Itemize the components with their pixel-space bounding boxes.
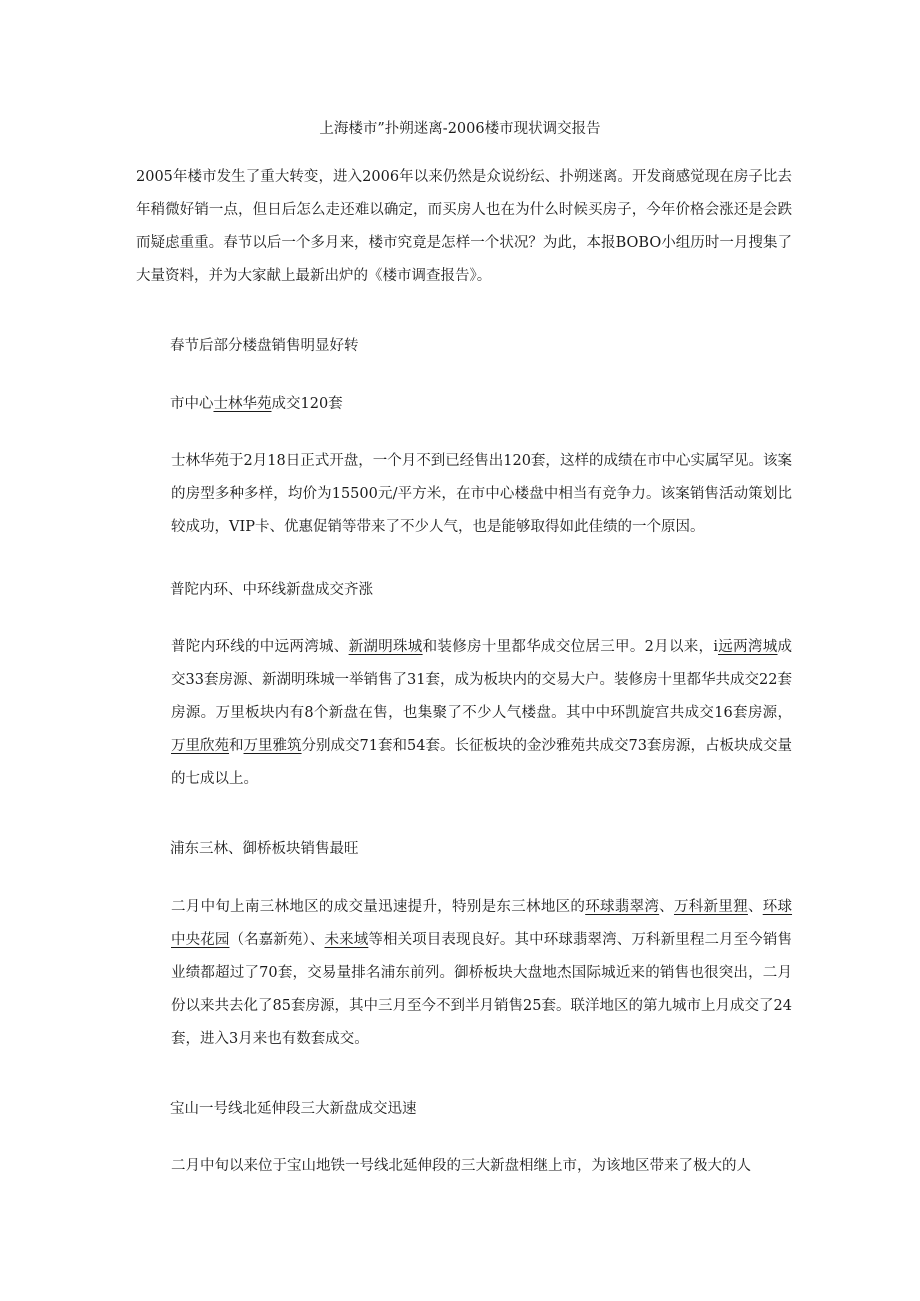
document-title: 上海楼市”扑朔迷离-2006楼市现状调交报告: [319, 121, 601, 137]
huanqiu-zhongyang-huayuan-link[interactable]: 环球中央花园: [171, 899, 793, 948]
paragraph-text: 和装修房十里都华成交位居三甲。2月以来，i: [422, 639, 718, 655]
putuo-paragraph: [136, 631, 792, 796]
paragraph-text: 、: [659, 899, 674, 915]
wanke-xinlicheng-link[interactable]: 万科新里狸: [673, 899, 748, 915]
section-heading-spring-sales: 春节后部分楼盘销售明显好转: [170, 338, 359, 354]
wanli-yazhu-link[interactable]: 万里雅筑: [243, 738, 302, 754]
yuan-liangwancheng-link[interactable]: 远两湾城: [718, 639, 778, 655]
paragraph-text: 、: [747, 899, 763, 915]
section-heading-pudong: 浦东三林、御桥板块销售最旺: [170, 841, 359, 857]
wanli-xinyuan-link[interactable]: 万里欣苑: [171, 738, 230, 754]
section-heading-shilin: [170, 392, 343, 416]
heading-text: 成交120套: [271, 396, 343, 412]
section-heading-baoshan: 宝山一号线北延伸段三大新盘成交迅速: [170, 1101, 417, 1117]
baoshan-paragraph: 二月中旬以来位于宝山地铁一号线北延伸段的三大新盘相继上市，为该地区带来了极大的人: [171, 1158, 751, 1174]
paragraph-text: 普陀内环线的中远两湾城、: [171, 639, 349, 655]
xinhu-mingzhucheng-link[interactable]: 新湖明珠城: [348, 639, 423, 655]
paragraph-text: 等相关项目表现良好。其中环球翡翠湾、万科新里程二月至今销售业绩都超过了70套，交易量排名浦东前列。御桥板块大盘地杰国际城近来的销售也很突出，二月份以来共去化了85套房源，其中三月至今不到半月销售25套。联洋地区的第九城市上月成交了24套，进入3月来也有数套成交。: [171, 932, 793, 1047]
paragraph-text: （名嘉新苑）、: [229, 932, 325, 948]
shilin-paragraph: 士林华苑于2月18日正式开盘，一个月不到已经售出120套，这样的成绩在市中心实属罕见。该案的房型多种多样，均价为15500元/平方米，在市中心楼盘中相当有竞争力。该案销售活动策划比较成功，VIP卡、优惠促销等带来了不少人气，也是能够取得如此佳绩的一个原因。: [171, 453, 792, 535]
paragraph-text: 二月中旬上南三林地区的成交量迅速提升，特别是东三林地区的: [171, 899, 586, 915]
pudong-paragraph: [136, 891, 792, 1056]
heading-text: 市中心: [170, 396, 214, 412]
weilaiyu-link[interactable]: 未来域: [324, 932, 369, 948]
section-heading-putuo: 普陀内环、中环线新盘成交齐涨: [170, 582, 373, 598]
paragraph-text: 和: [229, 738, 244, 754]
huanqiu-feicuiwan-link[interactable]: 环球翡翠湾: [585, 899, 660, 915]
intro-paragraph: 2005年楼市发生了重大转变，进入2006年以来仍然是众说纷纭、扑朔迷离。开发商感觉现在房子比去年稍微好销一点，但日后怎么走还难以确定，而买房人也在为什么时候买房子，今年价格会涨还是会跌而疑虑重重。春节以后一个多月来，楼市究竟是怎样一个状况？为此，本报BOBO小组历时一月搜集了大量资料，并为大家献上最新出炉的《楼市调查报告》。: [136, 169, 792, 284]
shilin-huayuan-link[interactable]: 士林华苑: [213, 396, 272, 412]
paragraph-text: 成交33套房源、新湖明珠城一举销售了31套，成为板块内的交易大户。装修房十里都华共成交22套房源。万里板块内有8个新盘在售，也集聚了不少人气楼盘。其中中环凯旋宫共成交16套房源，: [171, 639, 793, 721]
paragraph-text: 分别成交71套和54套。长征板块的金沙雅苑共成交73套房源，占板块成交量的七成以上。: [171, 738, 793, 787]
